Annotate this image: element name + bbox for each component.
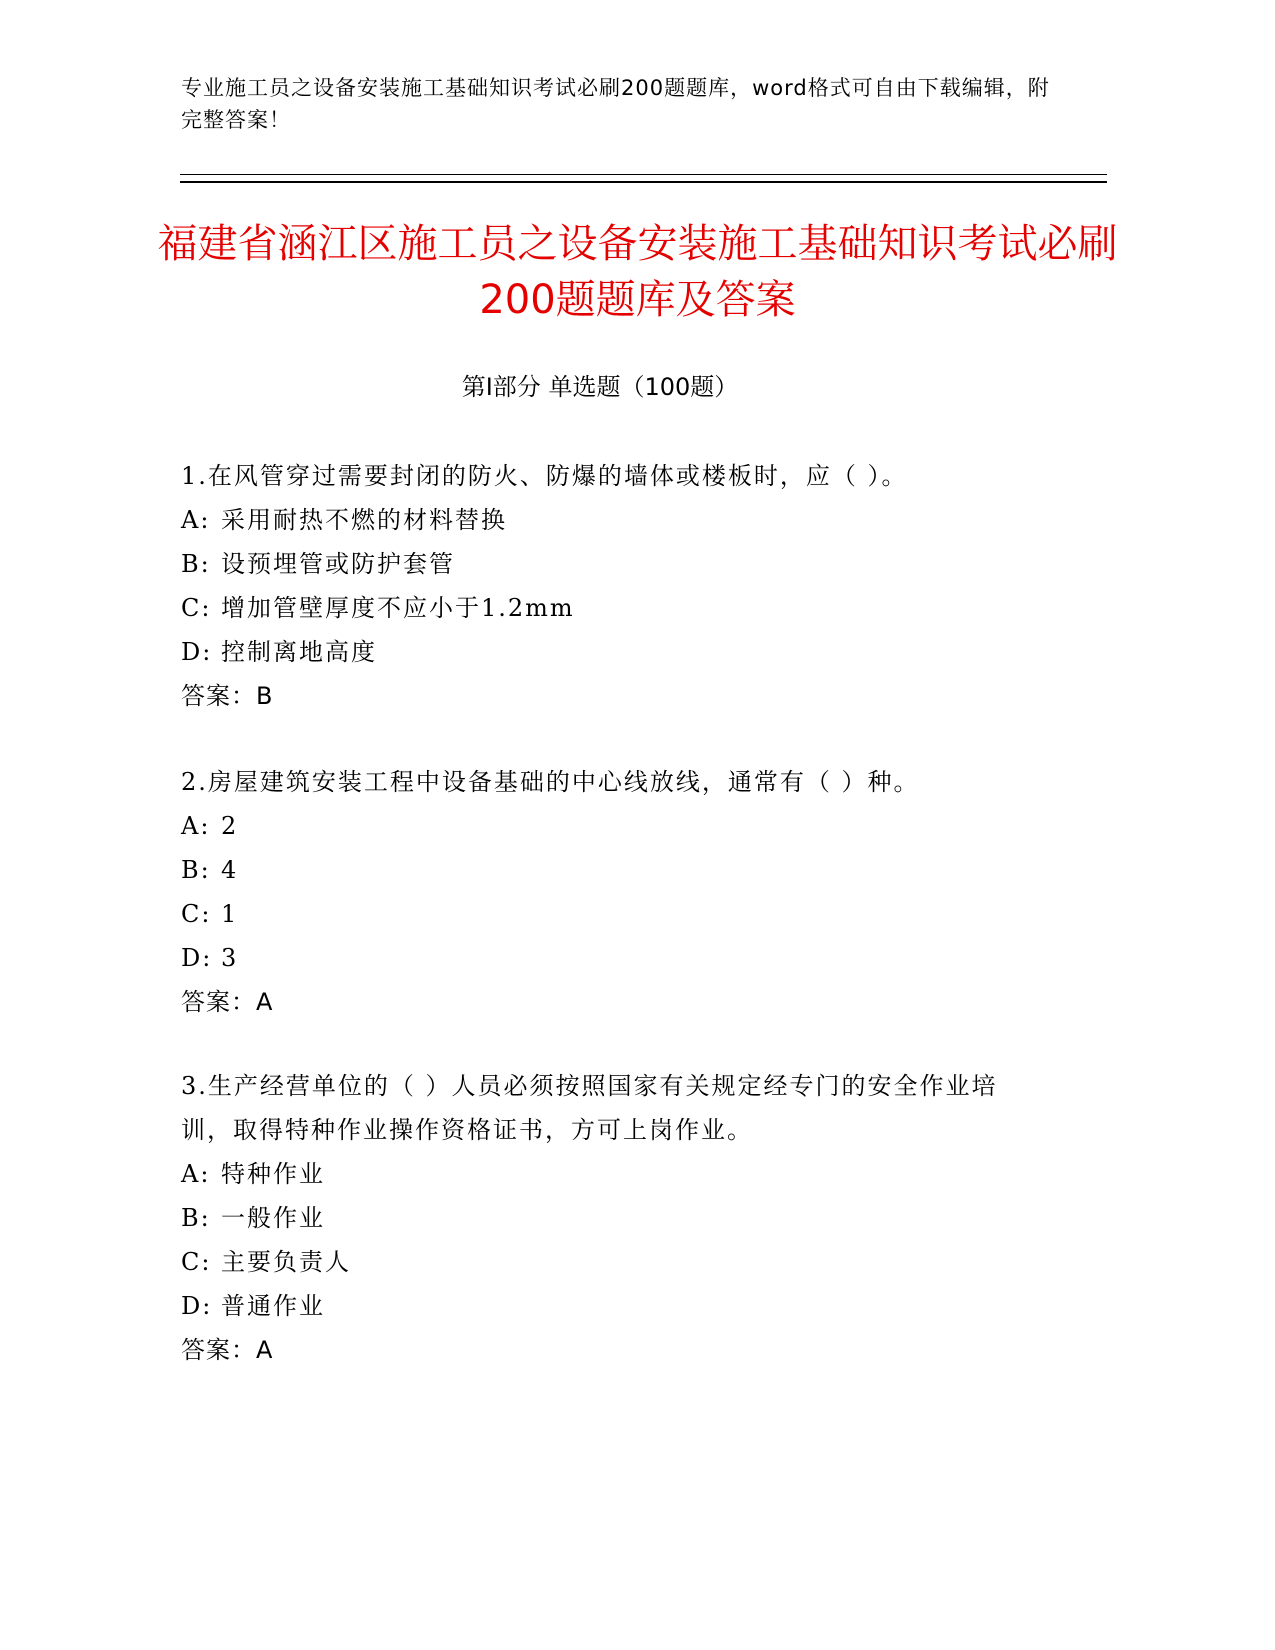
option-c (181, 1240, 1041, 1284)
option-text: 特种作业 (221, 1160, 325, 1188)
question-1 (181, 454, 1041, 718)
option-key: D: (181, 944, 213, 972)
option-key: C: (181, 594, 212, 622)
option-key: C: (181, 1248, 212, 1276)
option-d (181, 936, 1041, 980)
option-text: 2 (221, 812, 239, 840)
option-key: A: (181, 1160, 211, 1188)
option-key: A: (181, 812, 211, 840)
option-text: 控制离地高度 (221, 638, 377, 666)
answer: 答案：A (181, 1336, 274, 1364)
question-2 (181, 760, 1041, 1024)
question-stem: 1.在风管穿过需要封闭的防火、防爆的墙体或楼板时，应（ ）。 (181, 462, 908, 490)
option-text: 主要负责人 (221, 1248, 351, 1276)
header-divider-thin (180, 174, 1107, 175)
option-d (181, 1284, 1041, 1328)
option-text: 增加管壁厚度不应小于1.2mm (221, 594, 575, 622)
option-text: 一般作业 (221, 1204, 325, 1232)
option-c (181, 586, 1041, 630)
option-text: 普通作业 (221, 1292, 325, 1320)
option-a (181, 804, 1041, 848)
option-key: D: (181, 1292, 213, 1320)
section-heading: 第Ⅰ部分 单选题（100题） (461, 373, 739, 401)
option-b (181, 542, 1041, 586)
option-d (181, 630, 1041, 674)
answer: 答案：B (181, 682, 274, 710)
option-b (181, 1196, 1041, 1240)
option-key: D: (181, 638, 213, 666)
option-text: 3 (221, 944, 239, 972)
question-3 (181, 1064, 1041, 1372)
option-key: B: (181, 550, 211, 578)
option-a (181, 498, 1041, 542)
option-b (181, 848, 1041, 892)
question-stem: 2.房屋建筑安装工程中设备基础的中心线放线，通常有（ ）种。 (181, 768, 920, 796)
option-a (181, 1152, 1041, 1196)
option-key: C: (181, 900, 212, 928)
option-text: 1 (221, 900, 239, 928)
document-title: 福建省涵江区施工员之设备安装施工基础知识考试必刷200题题库及答案 (157, 221, 1118, 323)
option-c (181, 892, 1041, 936)
option-key: B: (181, 1204, 211, 1232)
option-key: A: (181, 506, 211, 534)
answer: 答案：A (181, 988, 274, 1016)
header-note: 专业施工员之设备安装施工基础知识考试必刷200题题库，word格式可自由下载编辑，附完整答案！ (181, 76, 1050, 132)
option-text: 采用耐热不燃的材料替换 (221, 506, 507, 534)
header-divider-thick (180, 181, 1107, 183)
option-text: 4 (221, 856, 239, 884)
option-key: B: (181, 856, 211, 884)
question-stem: 3.生产经营单位的（ ）人员必须按照国家有关规定经专门的安全作业培训，取得特种作业操作资格证书，方可上岗作业。 (181, 1072, 998, 1144)
option-text: 设预埋管或防护套管 (221, 550, 455, 578)
